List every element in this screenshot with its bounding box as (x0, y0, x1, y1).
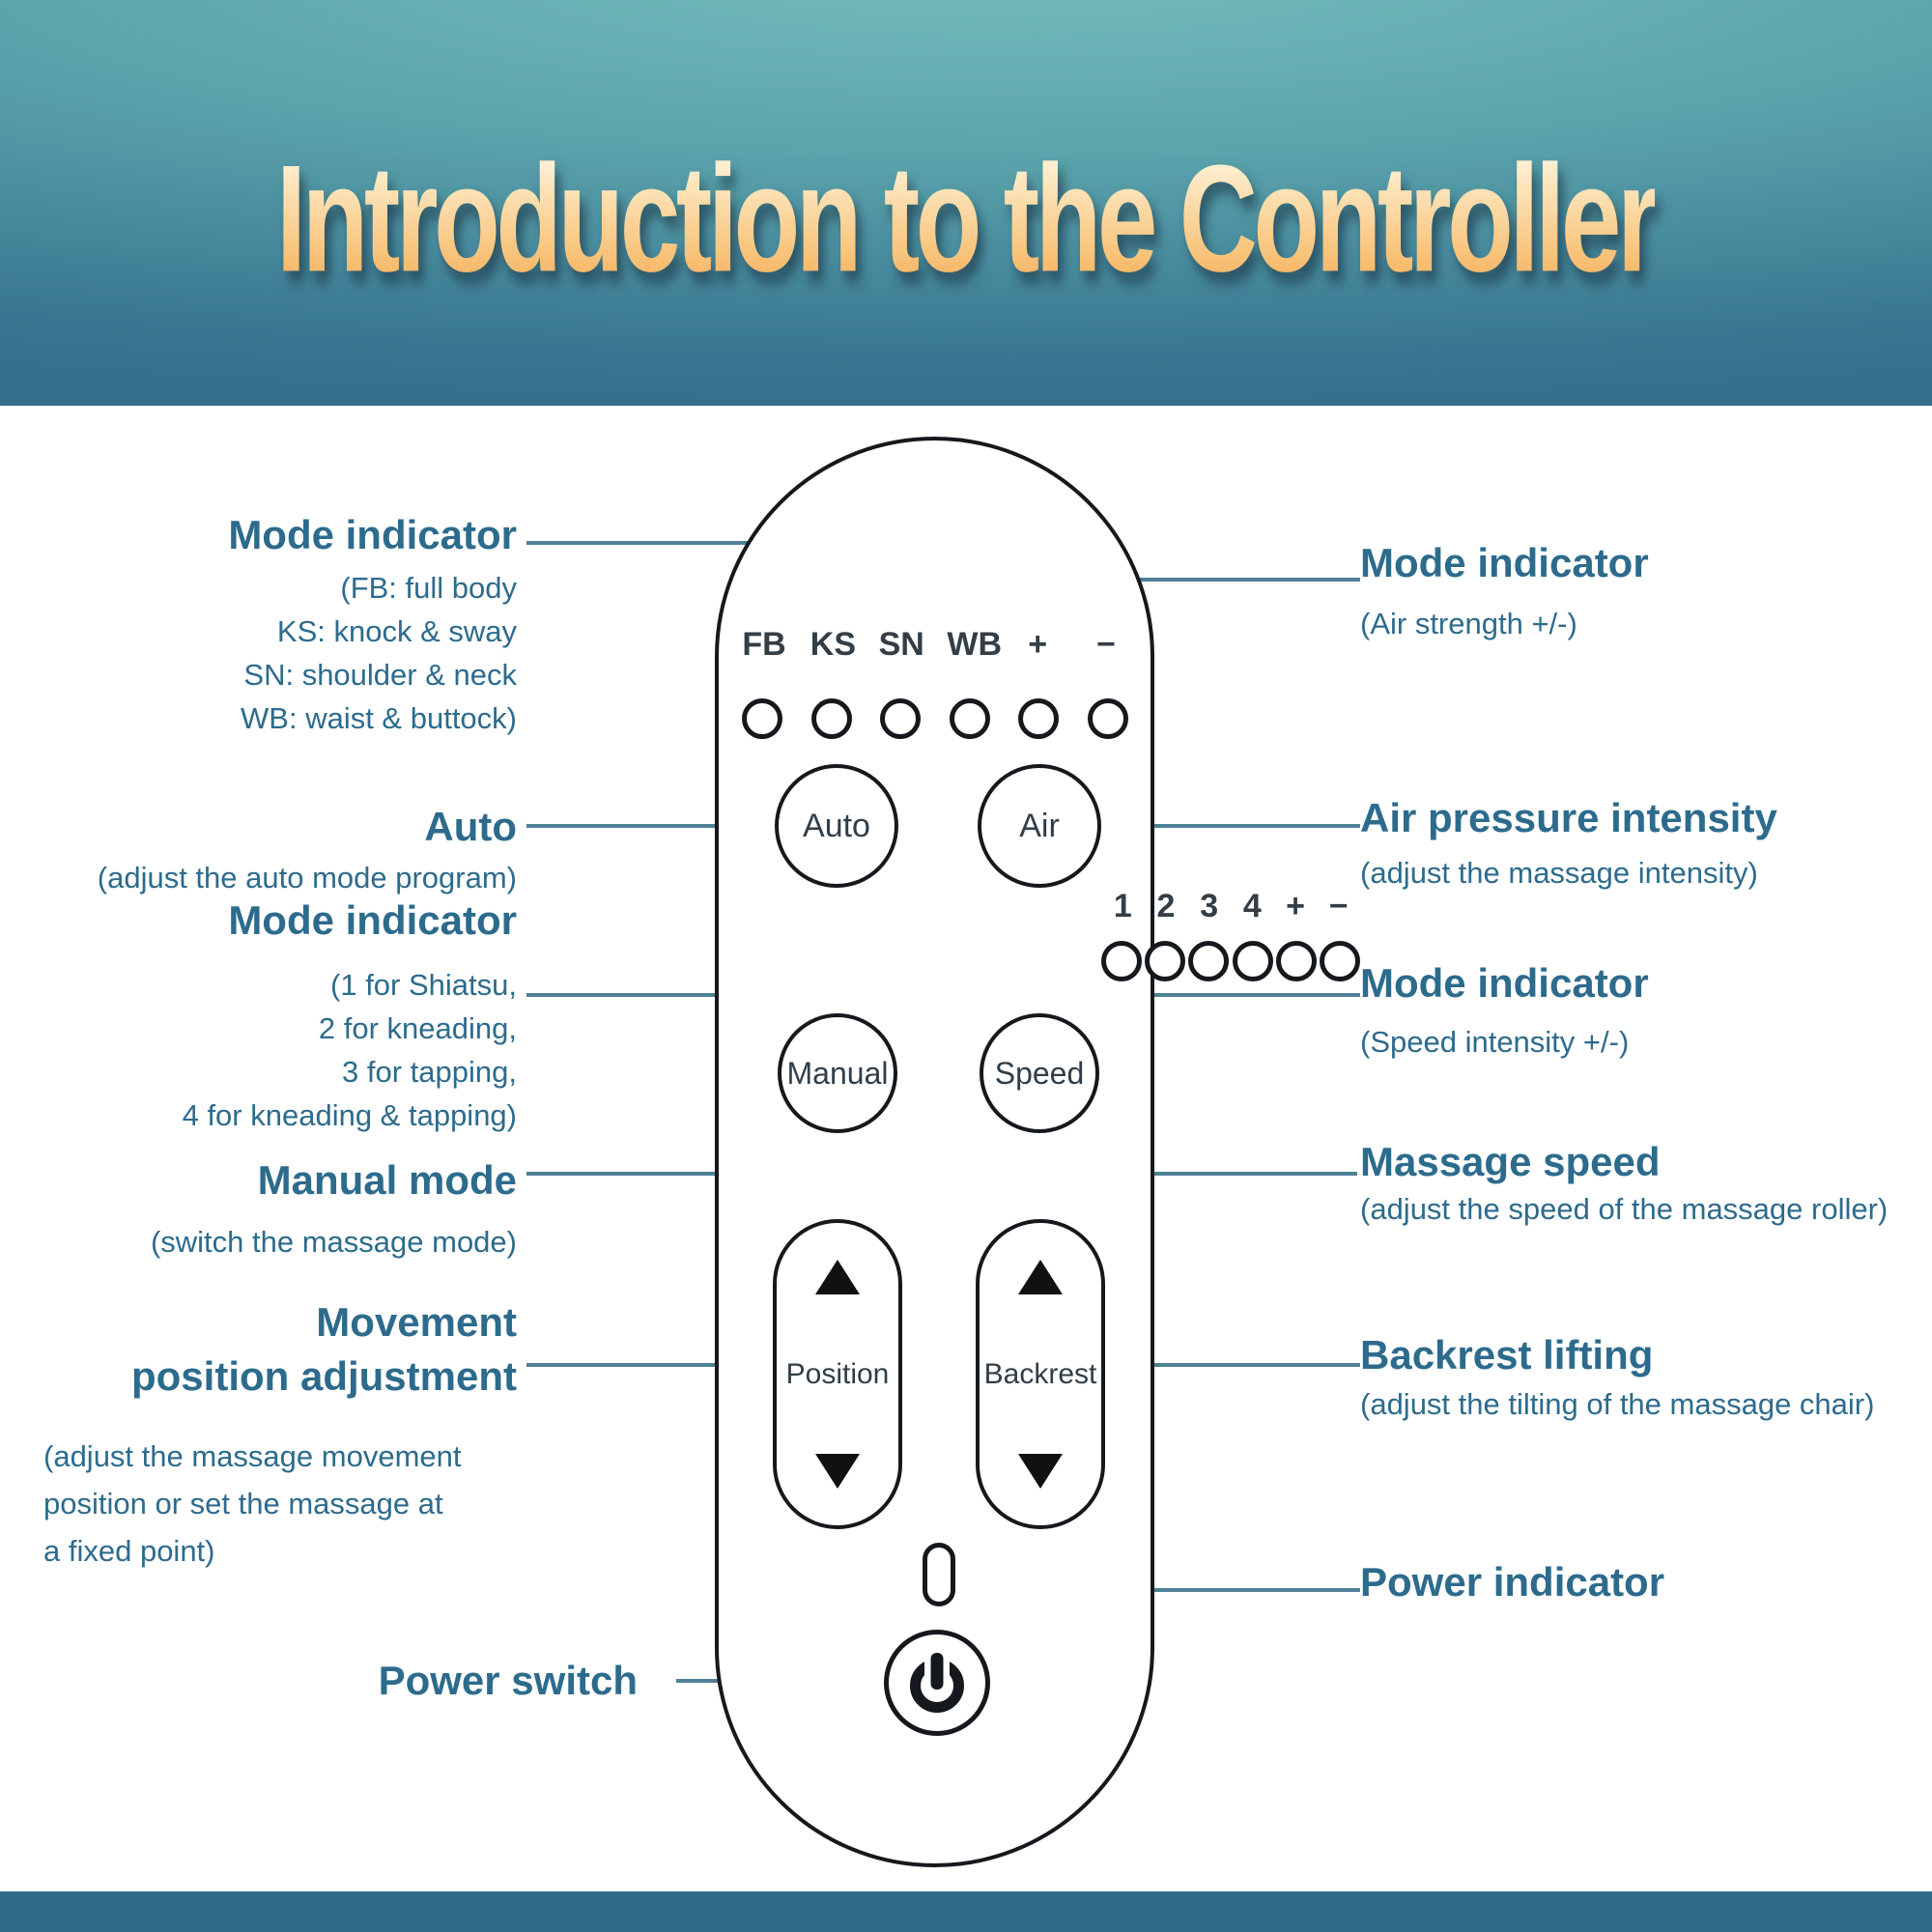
annotation-sub-line: (1 for Shiatsu, (330, 968, 517, 1002)
led-indicator (1188, 941, 1229, 981)
annotation-backrest-lifting (1360, 1332, 1874, 1426)
annotation-title-line: position adjustment (131, 1353, 517, 1399)
annotation-sub-line: (adjust the massage movement (43, 1439, 462, 1473)
annotation-sub-line: (Speed intensity +/-) (1360, 1025, 1630, 1059)
position-rocker[interactable] (773, 1219, 902, 1529)
led-label-minus2: − (1328, 888, 1349, 924)
led-indicator (950, 698, 990, 739)
led-label-3: 3 (1200, 888, 1219, 924)
auto-button-label: Auto (803, 807, 870, 844)
annotation-title: Massage speed (1360, 1139, 1661, 1184)
annotation-title: Manual mode (257, 1157, 517, 1203)
annotation-sub-line: (FB: full body (340, 571, 517, 605)
annotation-title (43, 1295, 517, 1404)
annotation-manual-mode (151, 1157, 517, 1264)
annotation-sub-line: KS: knock & sway (276, 614, 517, 648)
led-indicator (1088, 698, 1128, 739)
annotation-sub-line: 4 for kneading & tapping) (182, 1098, 517, 1132)
annotation-title: Mode indicator (228, 512, 517, 557)
annotation-sub-line: (adjust the auto mode program) (97, 861, 517, 895)
power-indicator-led (923, 1543, 955, 1606)
annotation-sub-line: 3 for tapping, (342, 1055, 517, 1089)
arrow-up-icon[interactable] (815, 1260, 860, 1294)
footer-bar (0, 1891, 1932, 1932)
led-label-2: 2 (1156, 888, 1176, 924)
annotation-mode-indicator-top-left (228, 512, 517, 740)
led-label-sn: SN (878, 626, 924, 663)
led-indicator (1101, 941, 1142, 981)
led-indicator (1276, 941, 1317, 981)
led-indicator (742, 698, 782, 739)
annotation-title: Mode indicator (1360, 540, 1649, 585)
annotation-title: Backrest lifting (1360, 1332, 1654, 1378)
led-indicator (1233, 941, 1273, 981)
annotation-mode-indicator-mid-left (183, 897, 517, 1137)
arrow-up-icon[interactable] (1018, 1260, 1063, 1294)
annotation-title: Power indicator (1360, 1559, 1665, 1605)
backrest-rocker-label: Backrest (983, 1357, 1097, 1390)
annotation-massage-speed (1360, 1139, 1888, 1231)
led-label-ks: KS (810, 626, 857, 663)
annotation-sub-line: (switch the massage mode) (150, 1225, 517, 1259)
led-indicator (1018, 698, 1059, 739)
mode-led-row1 (742, 698, 1128, 739)
mode-led-labels-row1 (742, 624, 1128, 665)
speed-button[interactable] (980, 1013, 1099, 1133)
arrow-down-icon[interactable] (1018, 1454, 1063, 1489)
mode-led-labels-row2 (1101, 886, 1360, 926)
annotation-mode-indicator-top-right (1360, 540, 1649, 645)
led-label-minus: − (1096, 626, 1116, 663)
speed-button-label: Speed (994, 1055, 1085, 1091)
led-indicator (1320, 941, 1360, 981)
annotation-sub-line: (adjust the tilting of the massage chair) (1360, 1387, 1875, 1421)
annotation-movement-position (43, 1295, 517, 1575)
annotation-air-pressure (1360, 795, 1777, 895)
air-button[interactable] (978, 764, 1101, 888)
annotation-power-indicator (1360, 1559, 1664, 1605)
backrest-rocker[interactable] (976, 1219, 1105, 1529)
annotation-sub (183, 963, 517, 1137)
led-label-1: 1 (1113, 888, 1132, 924)
led-label-fb: FB (742, 626, 786, 663)
annotation-sub-line: position or set the massage at (43, 1487, 443, 1520)
annotation-auto (98, 804, 517, 899)
annotation-sub-line: a fixed point) (43, 1534, 215, 1568)
mode-led-row2 (1101, 941, 1360, 981)
annotation-sub (43, 1433, 517, 1575)
led-label-wb: WB (947, 626, 1003, 663)
power-icon (910, 1659, 964, 1713)
header-banner (0, 0, 1932, 406)
power-button[interactable] (884, 1630, 990, 1736)
annotation-sub-line: (adjust the speed of the massage roller) (1360, 1192, 1889, 1226)
auto-button[interactable] (775, 764, 898, 888)
annotation-sub-line: SN: shoulder & neck (243, 658, 517, 692)
position-rocker-label: Position (785, 1357, 890, 1390)
annotation-title: Mode indicator (228, 897, 517, 943)
annotation-sub-line: (Air strength +/-) (1360, 607, 1577, 640)
led-indicator (811, 698, 852, 739)
annotation-title: Air pressure intensity (1360, 795, 1777, 840)
led-indicator (880, 698, 921, 739)
annotation-mode-indicator-mid-right (1360, 960, 1649, 1064)
annotation-sub-line: (adjust the massage intensity) (1360, 856, 1758, 890)
led-label-plus2: + (1286, 888, 1305, 924)
annotation-title: Mode indicator (1360, 960, 1649, 1006)
manual-button-label: Manual (786, 1055, 889, 1091)
annotation-title: Auto (424, 804, 517, 849)
annotation-title-line: Movement (316, 1299, 517, 1345)
air-button-label: Air (1019, 807, 1060, 844)
led-indicator (1145, 941, 1185, 981)
led-label-plus: + (1028, 626, 1048, 663)
led-label-4: 4 (1242, 888, 1262, 924)
annotation-sub-line: WB: waist & buttock) (241, 701, 517, 735)
annotation-sub (228, 566, 517, 740)
manual-button[interactable] (778, 1013, 897, 1133)
annotation-sub-line: 2 for kneading, (318, 1011, 517, 1045)
annotation-power-switch (379, 1658, 638, 1704)
annotation-title: Power switch (378, 1658, 638, 1703)
page-title: Introduction to the Controller (276, 99, 1655, 305)
arrow-down-icon[interactable] (815, 1454, 860, 1489)
